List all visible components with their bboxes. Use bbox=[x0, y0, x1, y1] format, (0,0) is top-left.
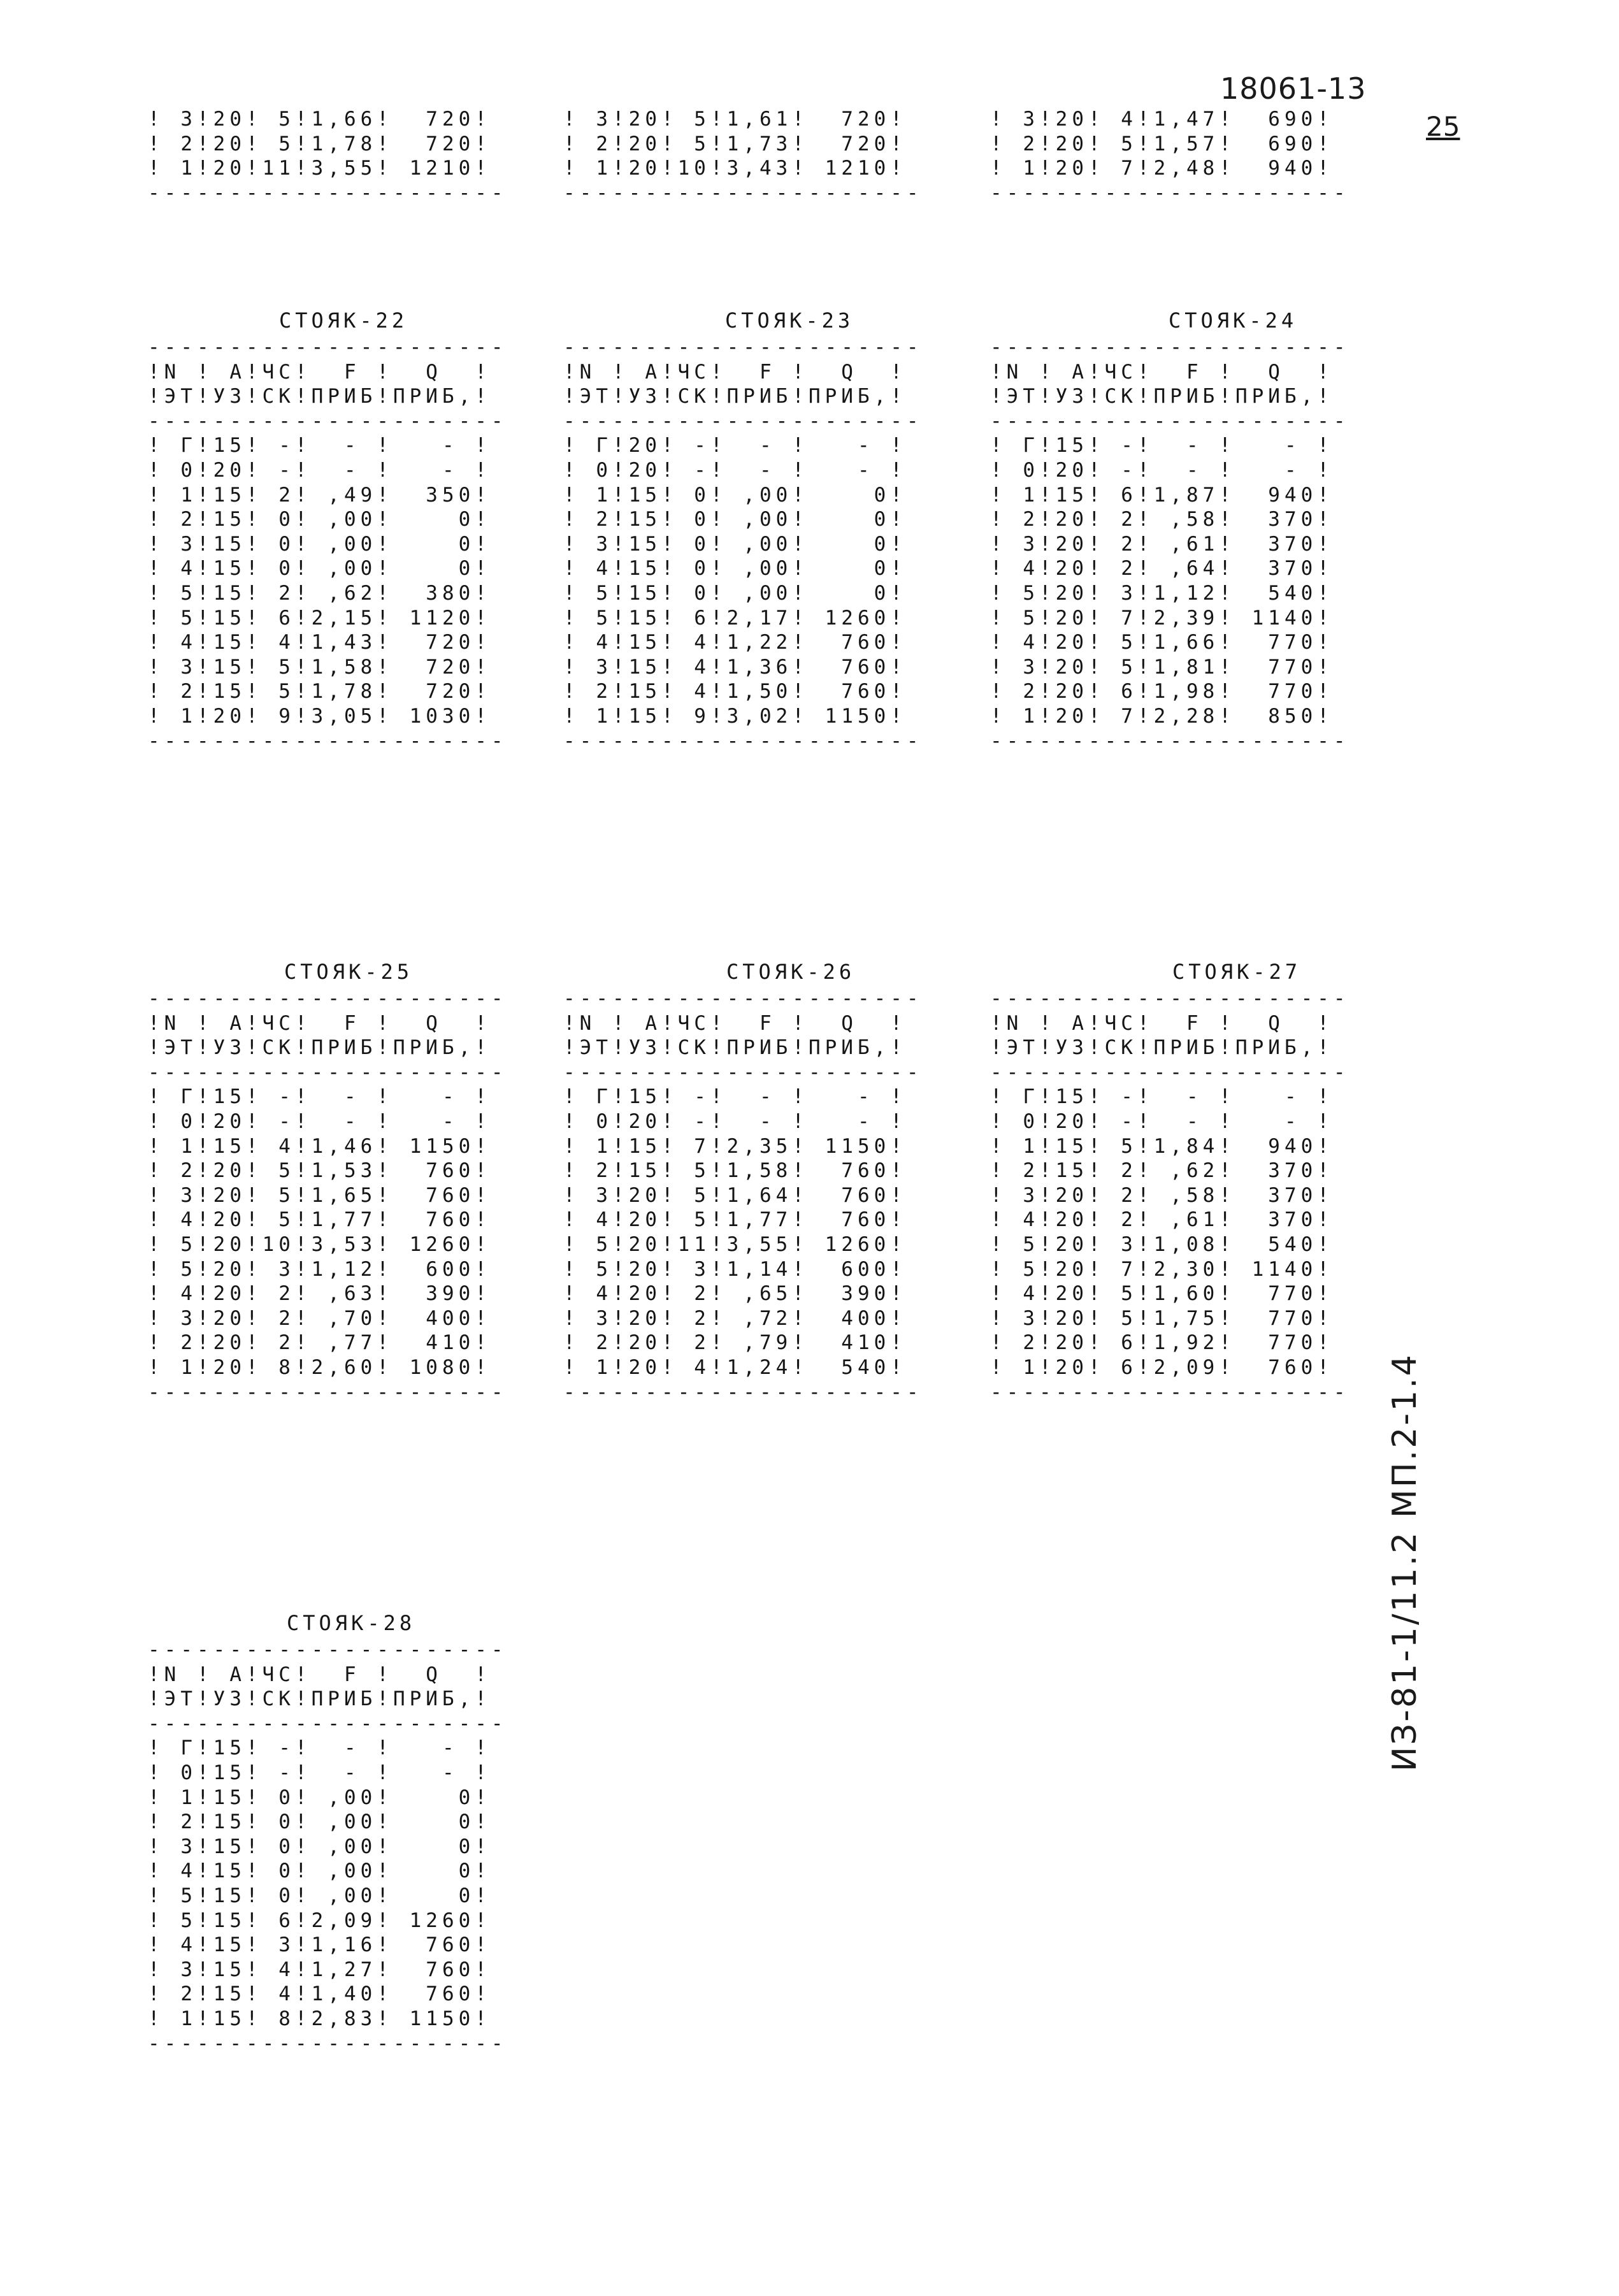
table-row: ! 3!20! 5!1,81! 770! bbox=[990, 655, 1334, 679]
table-row: ! 4!20! 5!1,66! 770! bbox=[990, 631, 1334, 654]
table-row: ! 3!15! 4!1,36! 760! bbox=[563, 655, 907, 679]
table-row: ! 1!15! 5!1,84! 940! bbox=[990, 1134, 1334, 1158]
table-row: ! 4!15! 4!1,22! 760! bbox=[563, 631, 907, 654]
table-row: ! 3!15! 0! ,00! 0! bbox=[563, 532, 907, 556]
table-row: ! Г!20! -! - ! - ! bbox=[563, 434, 907, 458]
table-row: ! 1!20! 7!2,28! 850! bbox=[990, 704, 1334, 728]
table-stoyak-22 bbox=[148, 335, 508, 753]
table-row: ---------------------- bbox=[990, 987, 1350, 1010]
table-row: ! Г!15! -! - ! - ! bbox=[990, 1085, 1334, 1109]
table-row: ! 1!20!10!3,43! 1210! bbox=[563, 157, 907, 180]
table-row: !ЭТ!УЗ!СК!ПРИБ!ПРИБ,! bbox=[990, 1036, 1334, 1060]
table-row: ! 1!20! 8!2,60! 1080! bbox=[148, 1355, 491, 1379]
table-title-stoyak-27: СТОЯК-27 bbox=[1172, 960, 1302, 984]
table-row: ---------------------- bbox=[148, 1638, 508, 1661]
table-row: ! 4!20! 5!1,60! 770! bbox=[990, 1282, 1334, 1306]
table-row: !N ! А!ЧС! F ! Q ! bbox=[563, 1011, 907, 1035]
table-row: ---------------------- bbox=[563, 1060, 923, 1084]
table-title-stoyak-25: СТОЯК-25 bbox=[284, 960, 414, 984]
table-row: ! 1!15! 4!1,46! 1150! bbox=[148, 1134, 491, 1158]
top-fragment-col3 bbox=[990, 107, 1350, 205]
table-row: ! 1!20! 7!2,48! 940! bbox=[990, 157, 1334, 180]
table-row: ! 3!20! 5!1,65! 760! bbox=[148, 1183, 491, 1207]
table-row: !N ! А!ЧС! F ! Q ! bbox=[148, 1663, 491, 1686]
table-row: ! 2!15! 0! ,00! 0! bbox=[563, 508, 907, 531]
table-row: ! 0!20! -! - ! - ! bbox=[563, 458, 907, 482]
table-row: ! 4!15! 4!1,43! 720! bbox=[148, 631, 491, 654]
table-row: ! 5!20!10!3,53! 1260! bbox=[148, 1232, 491, 1256]
table-row: ! 3!20! 5!1,61! 720! bbox=[563, 108, 907, 131]
table-row: ! 5!15! 0! ,00! 0! bbox=[148, 1884, 491, 1907]
table-row: ! 2!15! 5!1,58! 760! bbox=[563, 1159, 907, 1183]
table-row: ! 2!20! 5!1,78! 720! bbox=[148, 132, 491, 155]
table-row: ! 2!20! 5!1,57! 690! bbox=[990, 132, 1334, 155]
table-row: ---------------------- bbox=[563, 987, 923, 1010]
table-row: !N ! А!ЧС! F ! Q ! bbox=[148, 360, 491, 384]
table-row: ! 4!20! 2! ,64! 370! bbox=[990, 557, 1334, 581]
table-row: ! 5!20! 3!1,08! 540! bbox=[990, 1232, 1334, 1256]
table-row: ! 3!20! 4!1,47! 690! bbox=[990, 108, 1334, 131]
table-row: ! 2!20! 2! ,77! 410! bbox=[148, 1331, 491, 1355]
table-row: ! 1!15! 8!2,83! 1150! bbox=[148, 2007, 491, 2030]
table-title-stoyak-22: СТОЯК-22 bbox=[279, 308, 408, 333]
table-row: ---------------------- bbox=[148, 729, 508, 753]
table-row: ! 5!20!11!3,55! 1260! bbox=[563, 1232, 907, 1256]
table-row: ! 0!20! -! - ! - ! bbox=[148, 1109, 491, 1133]
table-row: !ЭТ!УЗ!СК!ПРИБ!ПРИБ,! bbox=[563, 1036, 907, 1060]
table-row: ! 2!15! 4!1,50! 760! bbox=[563, 680, 907, 704]
table-stoyak-25 bbox=[148, 986, 508, 1404]
table-row: ---------------------- bbox=[990, 336, 1350, 359]
table-row: ---------------------- bbox=[990, 409, 1350, 433]
table-row: !ЭТ!УЗ!СК!ПРИБ!ПРИБ,! bbox=[563, 385, 907, 408]
table-row: ! 1!20! 6!2,09! 760! bbox=[990, 1355, 1334, 1379]
table-row: ! 1!20! 4!1,24! 540! bbox=[563, 1355, 907, 1379]
table-row: ! 2!15! 2! ,62! 370! bbox=[990, 1159, 1334, 1183]
side-stamp: ИЗ-81-1/11.2 МП.2-1.4 bbox=[1386, 1353, 1424, 1772]
table-row: ! 3!20! 5!1,64! 760! bbox=[563, 1183, 907, 1207]
table-row: ! 3!15! 4!1,27! 760! bbox=[148, 1958, 491, 1981]
table-row: ! 3!15! 5!1,58! 720! bbox=[148, 655, 491, 679]
table-row: ---------------------- bbox=[990, 1380, 1350, 1404]
table-row: ! 5!20! 3!1,12! 600! bbox=[148, 1257, 491, 1281]
table-row: ! 4!20! 2! ,63! 390! bbox=[148, 1282, 491, 1306]
table-row: ! 4!20! 2! ,61! 370! bbox=[990, 1208, 1334, 1232]
table-row: ---------------------- bbox=[148, 987, 508, 1010]
table-row: ---------------------- bbox=[148, 336, 508, 359]
table-row: ! 3!20! 5!1,75! 770! bbox=[990, 1306, 1334, 1330]
table-row: ! 2!15! 5!1,78! 720! bbox=[148, 680, 491, 704]
table-row: ---------------------- bbox=[148, 1060, 508, 1084]
table-row: ! 5!15! 6!2,15! 1120! bbox=[148, 606, 491, 630]
table-row: !N ! А!ЧС! F ! Q ! bbox=[990, 1011, 1334, 1035]
table-row: ! 2!20! 2! ,79! 410! bbox=[563, 1331, 907, 1355]
table-row: ! 5!15! 6!2,09! 1260! bbox=[148, 1909, 491, 1932]
table-row: ---------------------- bbox=[563, 336, 923, 359]
table-row: !ЭТ!УЗ!СК!ПРИБ!ПРИБ,! bbox=[148, 385, 491, 408]
table-row: ! Г!15! -! - ! - ! bbox=[990, 434, 1334, 458]
table-row: ! Г!15! -! - ! - ! bbox=[563, 1085, 907, 1109]
table-row: ---------------------- bbox=[563, 409, 923, 433]
top-fragment-col1 bbox=[148, 107, 508, 205]
table-row: ! Г!15! -! - ! - ! bbox=[148, 1085, 491, 1109]
table-row: ! 0!20! -! - ! - ! bbox=[148, 458, 491, 482]
table-row: ---------------------- bbox=[148, 409, 508, 433]
table-row: ! 0!20! -! - ! - ! bbox=[563, 1109, 907, 1133]
table-row: ! 0!20! -! - ! - ! bbox=[990, 1109, 1334, 1133]
table-row: !N ! А!ЧС! F ! Q ! bbox=[563, 360, 907, 384]
table-row: ---------------------- bbox=[148, 1380, 508, 1404]
table-row: ! Г!15! -! - ! - ! bbox=[148, 1736, 491, 1760]
table-row: ! 2!15! 4!1,40! 760! bbox=[148, 1982, 491, 2006]
table-row: !N ! А!ЧС! F ! Q ! bbox=[148, 1011, 491, 1035]
table-row: ! 4!20! 2! ,65! 390! bbox=[563, 1282, 907, 1306]
table-row: !ЭТ!УЗ!СК!ПРИБ!ПРИБ,! bbox=[990, 385, 1334, 408]
table-row: ! 4!15! 3!1,16! 760! bbox=[148, 1933, 491, 1957]
table-row: ! 5!15! 2! ,62! 380! bbox=[148, 581, 491, 605]
table-row: ---------------------- bbox=[563, 729, 923, 753]
table-row: ! 2!20! 6!1,98! 770! bbox=[990, 680, 1334, 704]
table-row: ---------------------- bbox=[990, 1060, 1350, 1084]
table-row: ! 4!20! 5!1,77! 760! bbox=[148, 1208, 491, 1232]
table-title-stoyak-24: СТОЯК-24 bbox=[1169, 308, 1298, 333]
table-row: ! 1!15! 0! ,00! 0! bbox=[563, 483, 907, 507]
table-title-stoyak-28: СТОЯК-28 bbox=[287, 1611, 416, 1635]
table-row: ! 0!20! -! - ! - ! bbox=[990, 458, 1334, 482]
table-row: ! 3!15! 0! ,00! 0! bbox=[148, 532, 491, 556]
table-row: ---------------------- bbox=[148, 1712, 508, 1735]
table-row: ! 3!15! 0! ,00! 0! bbox=[148, 1835, 491, 1858]
table-stoyak-27 bbox=[990, 986, 1350, 1404]
table-row: ---------------------- bbox=[563, 1380, 923, 1404]
table-row: ! 0!15! -! - ! - ! bbox=[148, 1761, 491, 1784]
table-row: ! 5!20! 3!1,12! 540! bbox=[990, 581, 1334, 605]
table-row: ! 1!20!11!3,55! 1210! bbox=[148, 157, 491, 180]
table-row: !ЭТ!УЗ!СК!ПРИБ!ПРИБ,! bbox=[148, 1036, 491, 1060]
table-row: ! 5!20! 3!1,14! 600! bbox=[563, 1257, 907, 1281]
table-row: ! 1!15! 9!3,02! 1150! bbox=[563, 704, 907, 728]
page-number: 25 bbox=[1426, 111, 1460, 142]
table-row: ! 1!15! 0! ,00! 0! bbox=[148, 1786, 491, 1809]
table-row: ! 1!15! 7!2,35! 1150! bbox=[563, 1134, 907, 1158]
table-row: ! 2!15! 0! ,00! 0! bbox=[148, 1810, 491, 1834]
table-row: ! 5!15! 0! ,00! 0! bbox=[563, 581, 907, 605]
table-row: ! 3!20! 2! ,70! 400! bbox=[148, 1306, 491, 1330]
top-fragment-col2 bbox=[563, 107, 923, 205]
table-row: ---------------------- bbox=[148, 181, 508, 205]
table-row: ! 3!20! 5!1,66! 720! bbox=[148, 108, 491, 131]
table-row: ! 1!20! 9!3,05! 1030! bbox=[148, 704, 491, 728]
table-row: ! 5!20! 7!2,30! 1140! bbox=[990, 1257, 1334, 1281]
table-stoyak-24 bbox=[990, 335, 1350, 753]
table-row: !N ! А!ЧС! F ! Q ! bbox=[990, 360, 1334, 384]
table-row: ! 4!15! 0! ,00! 0! bbox=[563, 557, 907, 581]
table-row: ---------------------- bbox=[990, 729, 1350, 753]
table-row: ---------------------- bbox=[563, 181, 923, 205]
table-row: ! Г!15! -! - ! - ! bbox=[148, 434, 491, 458]
table-row: ! 1!15! 6!1,87! 940! bbox=[990, 483, 1334, 507]
table-stoyak-23 bbox=[563, 335, 923, 753]
table-row: ! 4!15! 0! ,00! 0! bbox=[148, 1859, 491, 1883]
table-row: ! 2!20! 5!1,53! 760! bbox=[148, 1159, 491, 1183]
table-row: ! 3!20! 2! ,61! 370! bbox=[990, 532, 1334, 556]
table-row: ! 2!15! 0! ,00! 0! bbox=[148, 508, 491, 531]
table-row: ! 5!15! 6!2,17! 1260! bbox=[563, 606, 907, 630]
table-row: ---------------------- bbox=[148, 2032, 508, 2055]
table-row: ! 5!20! 7!2,39! 1140! bbox=[990, 606, 1334, 630]
table-row: ! 3!20! 2! ,58! 370! bbox=[990, 1183, 1334, 1207]
table-row: ! 4!15! 0! ,00! 0! bbox=[148, 557, 491, 581]
table-row: ! 3!20! 2! ,72! 400! bbox=[563, 1306, 907, 1330]
table-row: ---------------------- bbox=[990, 181, 1350, 205]
table-stoyak-26 bbox=[563, 986, 923, 1404]
table-title-stoyak-26: СТОЯК-26 bbox=[726, 960, 856, 984]
table-row: ! 4!20! 5!1,77! 760! bbox=[563, 1208, 907, 1232]
table-row: ! 2!20! 2! ,58! 370! bbox=[990, 508, 1334, 531]
table-stoyak-28 bbox=[148, 1638, 508, 2056]
table-row: ! 1!15! 2! ,49! 350! bbox=[148, 483, 491, 507]
document-number: 18061-13 bbox=[1220, 71, 1367, 106]
table-row: !ЭТ!УЗ!СК!ПРИБ!ПРИБ,! bbox=[148, 1687, 491, 1711]
table-row: ! 2!20! 5!1,73! 720! bbox=[563, 132, 907, 155]
table-row: ! 2!20! 6!1,92! 770! bbox=[990, 1331, 1334, 1355]
table-title-stoyak-23: СТОЯК-23 bbox=[725, 308, 854, 333]
